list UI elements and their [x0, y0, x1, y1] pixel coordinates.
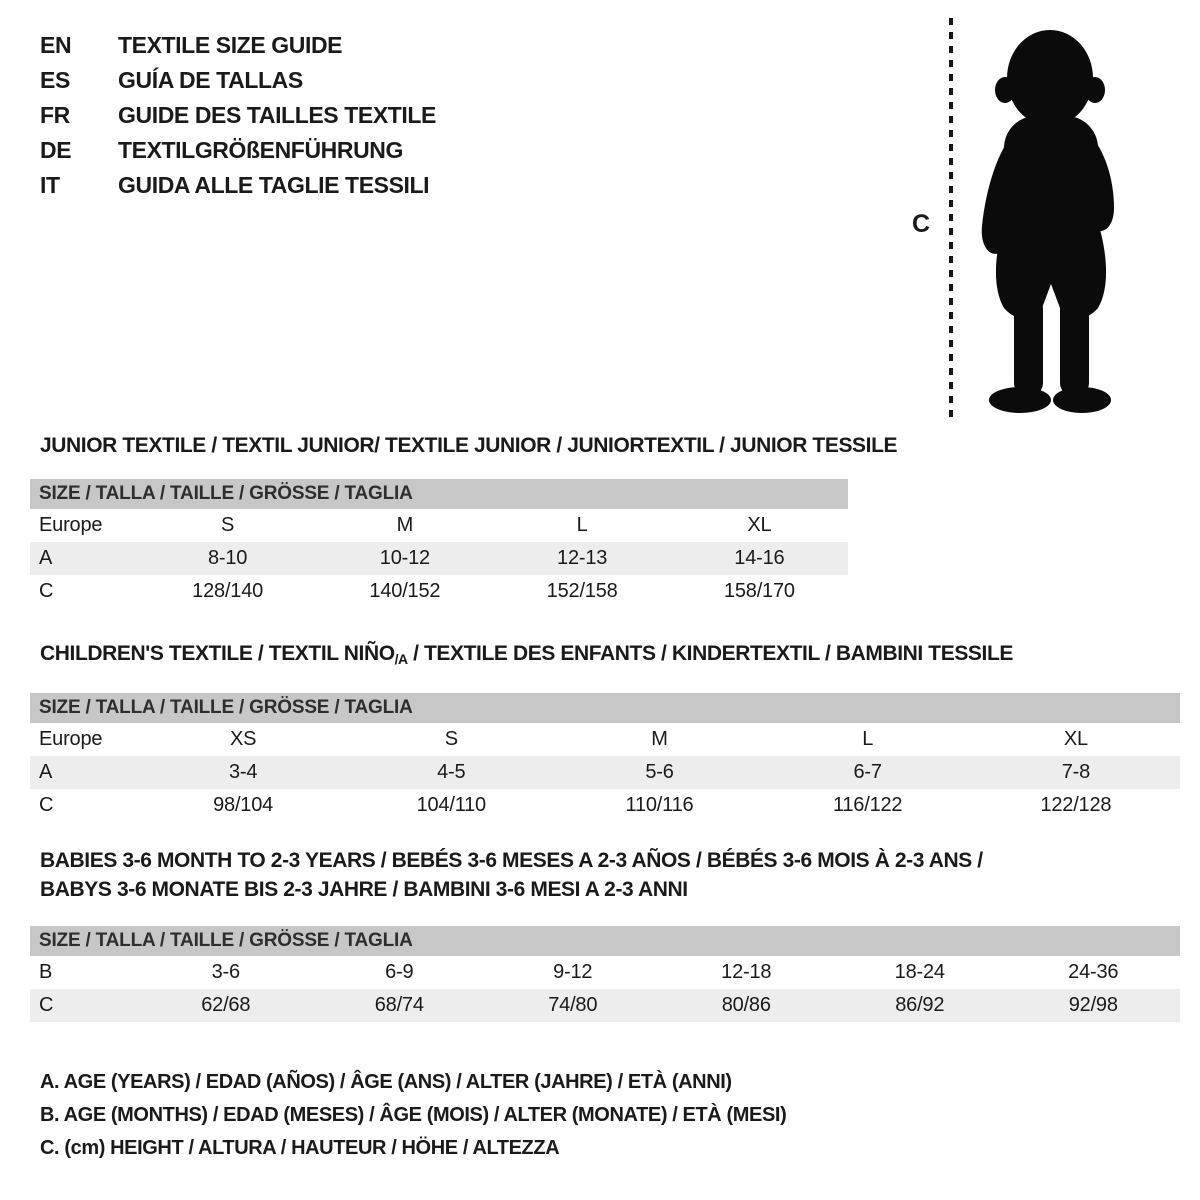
value-cell: 6-9 [385, 961, 414, 983]
row-label-cell: Europe [39, 728, 103, 750]
value-cell: XL [1063, 728, 1088, 750]
legend-line-b: B. AGE (MONTHS) / EDAD (MESES) / ÂGE (MOIS) / ALTER (MONATE) / ETÀ (MESI) [40, 1104, 787, 1126]
value-cell: 3-4 [228, 761, 258, 783]
guide-title: GUÍA DE TALLAS [118, 67, 303, 93]
value-cell: L [862, 728, 874, 750]
value-cell: 98/104 [213, 794, 274, 816]
size-header-label: SIZE / TALLA / TAILLE / GRÖSSE / TAGLIA [39, 930, 413, 951]
guide-title: TEXTILGRÖßENFÜHRUNG [118, 137, 403, 163]
babies-size-table [30, 956, 1180, 1022]
value-cell: 12-13 [557, 547, 608, 569]
value-cell: 4-5 [437, 761, 466, 783]
row-label-cell: C [39, 794, 54, 816]
legend-line-c: C. (cm) HEIGHT / ALTURA / HAUTEUR / HÖHE / ALTEZZA [40, 1137, 560, 1159]
value-cell: XL [747, 514, 772, 536]
table-row [30, 723, 1180, 756]
list-item [40, 133, 436, 168]
legend-line-a: A. AGE (YEARS) / EDAD (AÑOS) / ÂGE (ANS) / ALTER (JAHRE) / ETÀ (ANNI) [40, 1071, 732, 1093]
language-code: DE [40, 137, 72, 163]
value-cell: M [651, 728, 668, 750]
height-measure-label: C [912, 210, 931, 238]
row-label-cell: Europe [39, 514, 103, 536]
table-row [30, 789, 1180, 822]
size-header-bar [30, 926, 1180, 956]
value-cell: 62/68 [201, 994, 251, 1016]
value-cell: 116/122 [832, 794, 903, 816]
value-cell: 7-8 [1061, 761, 1091, 783]
heading-line-1: BABIES 3-6 MONTH TO 2-3 YEARS / BEBÉS 3-6 MESES A 2-3 AÑOS / BÉBÉS 3-6 MOIS À 2-3 ANS / [40, 849, 983, 872]
table-row [30, 542, 848, 575]
size-header-bar [30, 693, 1180, 723]
value-cell: 110/116 [625, 794, 694, 816]
guide-title: TEXTILE SIZE GUIDE [118, 32, 343, 58]
list-item [40, 63, 436, 98]
value-cell: S [444, 728, 458, 750]
value-cell: 86/92 [895, 994, 945, 1016]
table-row [30, 989, 1180, 1022]
row-label-cell: C [39, 994, 54, 1016]
value-cell: 68/74 [374, 994, 424, 1016]
junior-size-table [30, 509, 848, 608]
value-cell: 158/170 [723, 580, 795, 602]
language-code: IT [40, 172, 60, 198]
section-heading [40, 640, 1180, 673]
table-row [30, 509, 848, 542]
guide-title: GUIDE DES TAILLES TEXTILE [118, 102, 436, 128]
size-header-bar [30, 479, 848, 509]
children-size-table [30, 723, 1180, 822]
size-header-label: SIZE / TALLA / TAILLE / GRÖSSE / TAGLIA [39, 697, 413, 718]
size-header-label: SIZE / TALLA / TAILLE / GRÖSSE / TAGLIA [39, 483, 413, 504]
value-cell: 18-24 [894, 961, 945, 983]
value-cell: 24-36 [1068, 961, 1119, 983]
table-row [30, 756, 1180, 789]
language-code: EN [40, 32, 72, 58]
section-junior-textile [30, 432, 898, 608]
value-cell: 14-16 [734, 547, 785, 569]
value-cell: 12-18 [721, 961, 772, 983]
section-heading: JUNIOR TEXTILE / TEXTIL JUNIOR/ TEXTILE JUNIOR / JUNIORTEXTIL / JUNIOR TESSILE [40, 434, 898, 457]
section-babies-textile [30, 846, 1180, 1022]
language-code: ES [40, 67, 70, 93]
table-row [30, 956, 1180, 989]
row-label-cell: C [39, 580, 54, 602]
value-cell: 80/86 [721, 994, 771, 1016]
value-cell: 9-12 [553, 961, 593, 983]
value-cell: 122/128 [1040, 794, 1112, 816]
list-item [40, 168, 436, 203]
value-cell: 128/140 [192, 580, 264, 602]
value-cell: 5-6 [645, 761, 674, 783]
language-code: FR [40, 102, 70, 128]
heading-line-2: BABYS 3-6 MONATE BIS 2-3 JAHRE / BAMBINI 3-6 MESI A 2-3 ANNI [40, 878, 688, 901]
value-cell: 140/152 [369, 580, 441, 602]
value-cell: 92/98 [1068, 994, 1118, 1016]
toddler-silhouette [962, 16, 1142, 420]
list-item [40, 28, 436, 63]
value-cell: S [221, 514, 235, 536]
value-cell: 3-6 [211, 961, 240, 983]
section-heading [40, 846, 1180, 904]
value-cell: 74/80 [548, 994, 598, 1016]
section-children-textile [30, 640, 1180, 822]
value-cell: M [396, 514, 414, 536]
heading-text: / TEXTILE DES ENFANTS / KINDERTEXTIL / BAMBINI TESSILE [407, 642, 1014, 665]
dashed-height-line [949, 18, 953, 418]
row-label-cell: A [39, 547, 53, 569]
row-label-cell: A [39, 761, 53, 783]
value-cell: XS [229, 728, 257, 750]
measure-legend [40, 1066, 786, 1165]
value-cell: 6-7 [853, 761, 882, 783]
value-cell: L [576, 514, 588, 536]
row-label-cell: B [39, 961, 53, 983]
heading-text: CHILDREN'S TEXTILE / TEXTIL NIÑO [40, 642, 395, 665]
language-title-list [40, 28, 436, 203]
measurement-figure [900, 8, 1180, 428]
guide-title: GUIDA ALLE TAGLIE TESSILI [118, 172, 430, 198]
value-cell: 152/158 [546, 580, 618, 602]
list-item [40, 98, 436, 133]
value-cell: 8-10 [208, 547, 248, 569]
value-cell: 104/110 [416, 794, 486, 816]
value-cell: 10-12 [379, 547, 430, 569]
heading-subscript: /A [394, 651, 408, 667]
table-row [30, 575, 848, 608]
